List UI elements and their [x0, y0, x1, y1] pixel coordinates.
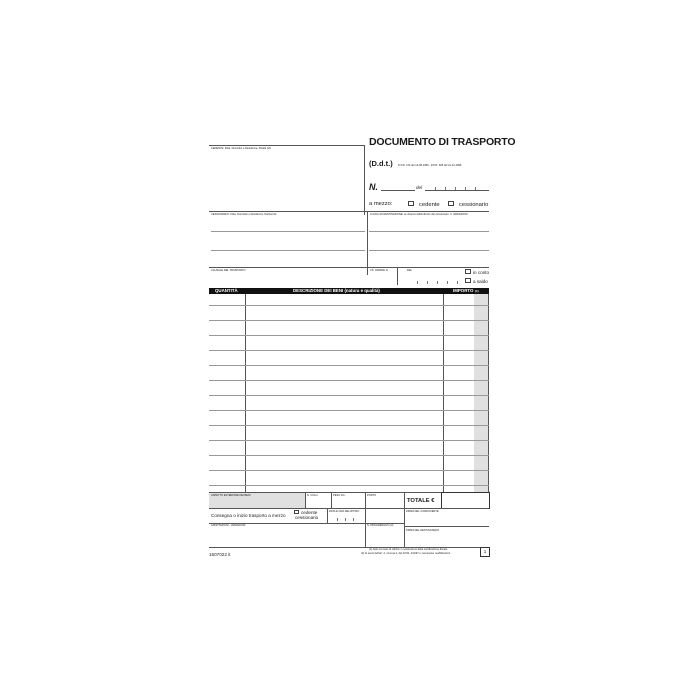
date-field[interactable] — [425, 190, 489, 191]
destinatario-line — [211, 250, 365, 251]
consegna-label: Consegna o inizio trasporto a mezzo — [211, 513, 286, 518]
table-row — [209, 485, 489, 486]
table-row — [209, 425, 489, 426]
table-row — [209, 455, 489, 456]
luogo-line — [369, 231, 489, 232]
consegna-cedente-label: cedente — [301, 510, 318, 515]
porto-label: PORTO — [367, 494, 377, 497]
col-descrizione: DESCRIZIONE DEI BENI (natura e qualità) — [293, 288, 380, 293]
luogo-line — [369, 250, 489, 251]
table-row — [209, 470, 489, 471]
cedente-label: cedente — [419, 202, 440, 208]
number-field[interactable] — [381, 190, 415, 191]
footer-divider-5 — [327, 508, 328, 523]
document-subtitle: (D.d.t.) — [369, 159, 393, 168]
table-row — [209, 365, 489, 366]
row-rule-1 — [209, 211, 489, 212]
number-label: N. — [369, 182, 378, 192]
date-label: del — [416, 185, 423, 190]
totale-label: TOTALE € — [407, 498, 435, 504]
vs-ordine-label: VS. ORDINE N. — [370, 269, 389, 272]
importo-shade — [474, 294, 489, 492]
luogo-label: LUOGO DI DESTINAZIONE: se diverso dall'indirizzo del cessionario: V. VARIAZIONI — [370, 213, 468, 216]
header-top-rule — [209, 145, 365, 146]
col-quantita: QUANTITÀ — [215, 288, 238, 293]
col-importo: IMPORTO — [453, 288, 474, 293]
table-row — [209, 440, 489, 441]
vs-ordine-del-label: DEL — [407, 269, 413, 272]
row-rule-2 — [209, 267, 489, 268]
transport-label: a mezzo: — [369, 201, 393, 207]
note-1: (1) Solo nel caso di utilizzo in sostituzione della certificazione fiscale. — [369, 548, 448, 551]
form-code: 1607022 it — [209, 552, 231, 557]
data-ora-label: DATA E ORA DEL RITIRO — [329, 510, 360, 513]
annotazioni-label: ANNOTAZIONI - VARIAZIONI — [211, 524, 246, 527]
cessionario-checkbox[interactable] — [448, 201, 454, 206]
decree-reference: D.P.R. 472 del 14-08-1996 - D.P.R. 696 del 21-12-1996 — [398, 164, 462, 167]
in-conto-label: in conto — [473, 270, 490, 275]
ordine-divider — [397, 267, 398, 285]
table-row — [209, 335, 489, 336]
a-saldo-label: a saldo — [473, 279, 488, 284]
causale-label: CAUSALE DEL TRASPORTO — [211, 269, 246, 272]
table-row — [209, 395, 489, 396]
firma-conducente-label: FIRMA DEL CONDUCENTE — [406, 510, 439, 513]
progressivo-label: N. PROGRESSIVO (2) — [367, 524, 394, 527]
cessionario-label: cessionario — [459, 202, 489, 208]
note-2: (2) Ai sensi dell'art. 2, comma 2, del D.P.R. 441/97 e successive modificazioni. — [361, 552, 451, 555]
table-row — [209, 380, 489, 381]
importo-note: (1) — [475, 289, 479, 293]
footer-rule-2 — [209, 508, 489, 509]
firma-destinatario-label: FIRMA DEL DESTINATARIO — [406, 529, 440, 532]
destinatario-line — [211, 231, 365, 232]
table-row — [209, 350, 489, 351]
footer-divider-6 — [404, 508, 405, 548]
col-divider-2 — [443, 294, 444, 492]
aspetto-label: ASPETTO ESTERIORE DEI BENI — [211, 494, 251, 497]
totale-field[interactable] — [441, 492, 490, 509]
footer-divider-1 — [305, 492, 306, 508]
page-number: 1 — [480, 547, 490, 557]
table-row — [209, 410, 489, 411]
a-saldo-checkbox[interactable] — [465, 278, 471, 283]
in-conto-checkbox[interactable] — [465, 269, 471, 274]
ddt-form — [209, 136, 516, 557]
mittente-label: CEDENTE: Ditta, Domicilio o Residenza, Partita IVA — [211, 147, 271, 150]
document-title: DOCUMENTO DI TRASPORTO — [369, 136, 516, 148]
footer-divider-7 — [365, 523, 366, 548]
consegna-cessionario-label: cessionario — [295, 515, 319, 520]
table-row — [209, 320, 489, 321]
cedente-checkbox[interactable] — [408, 201, 414, 206]
destinatario-label: CESSIONARIO: Ditta, Domicilio o Residenza, Partita IVA — [211, 213, 277, 216]
consegna-cedente-checkbox[interactable] — [294, 510, 299, 514]
peso-label: PESO KG. — [333, 494, 346, 497]
col-divider-1 — [245, 294, 246, 492]
footer-rule-4 — [404, 526, 489, 527]
footer-divider-2 — [331, 492, 332, 508]
table-right-edge — [488, 294, 489, 492]
row2-divider — [367, 211, 368, 275]
footer-divider-4 — [404, 492, 405, 508]
header-divider — [364, 145, 365, 215]
colli-label: N. COLLI — [307, 494, 318, 497]
table-header — [209, 288, 489, 294]
table-row — [209, 305, 489, 306]
